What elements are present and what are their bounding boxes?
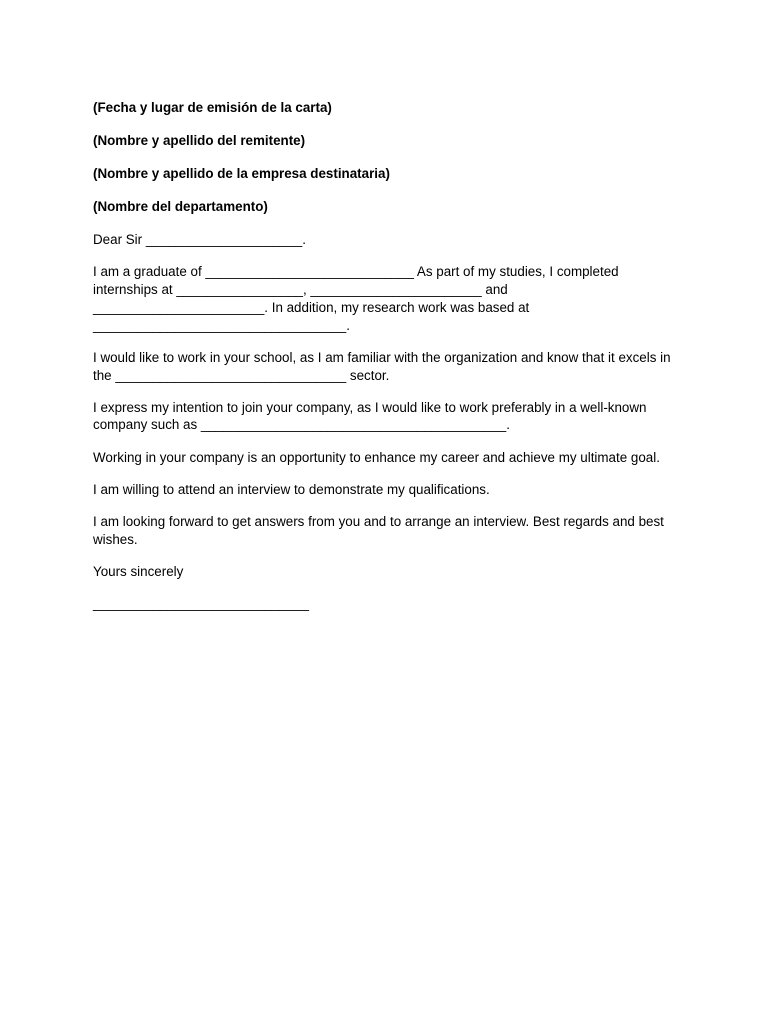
body-paragraph-school: I would like to work in your school, as I am familiar with the organization and know that it excels in the _______________________________ sector. (93, 349, 671, 383)
body-paragraph-interview: I am willing to attend an interview to demonstrate my qualifications. (93, 481, 490, 497)
header-sender-name: (Nombre y apellido del remitente) (93, 132, 306, 148)
header-department: (Nombre del departamento) (93, 198, 268, 214)
salutation: Dear Sir _____________________. (93, 231, 306, 247)
body-paragraph-education: I am a graduate of ____________________________ As part of my studies, I completed internships at _________________, _______________________ and _______________________. In addition, my research work was based at __________________________________. (93, 264, 619, 333)
body-paragraph-closing-remarks: I am looking forward to get answers from you and to arrange an interview. Best regards and best wishes. (93, 514, 664, 547)
body-paragraph-intention: I express my intention to join your company, as I would like to work preferably in a well-known company such as _________________________________________. (93, 399, 647, 433)
header-recipient-company: (Nombre y apellido de la empresa destinataria) (93, 165, 390, 181)
closing: Yours sincerely (93, 564, 184, 580)
letter-content (93, 99, 683, 627)
signature-line: _____________________________ (93, 596, 309, 612)
header-date-place: (Fecha y lugar de emisión de la carta) (93, 100, 332, 115)
body-paragraph-opportunity: Working in your company is an opportunity to enhance my career and achieve my ultimate goal. (93, 449, 660, 465)
